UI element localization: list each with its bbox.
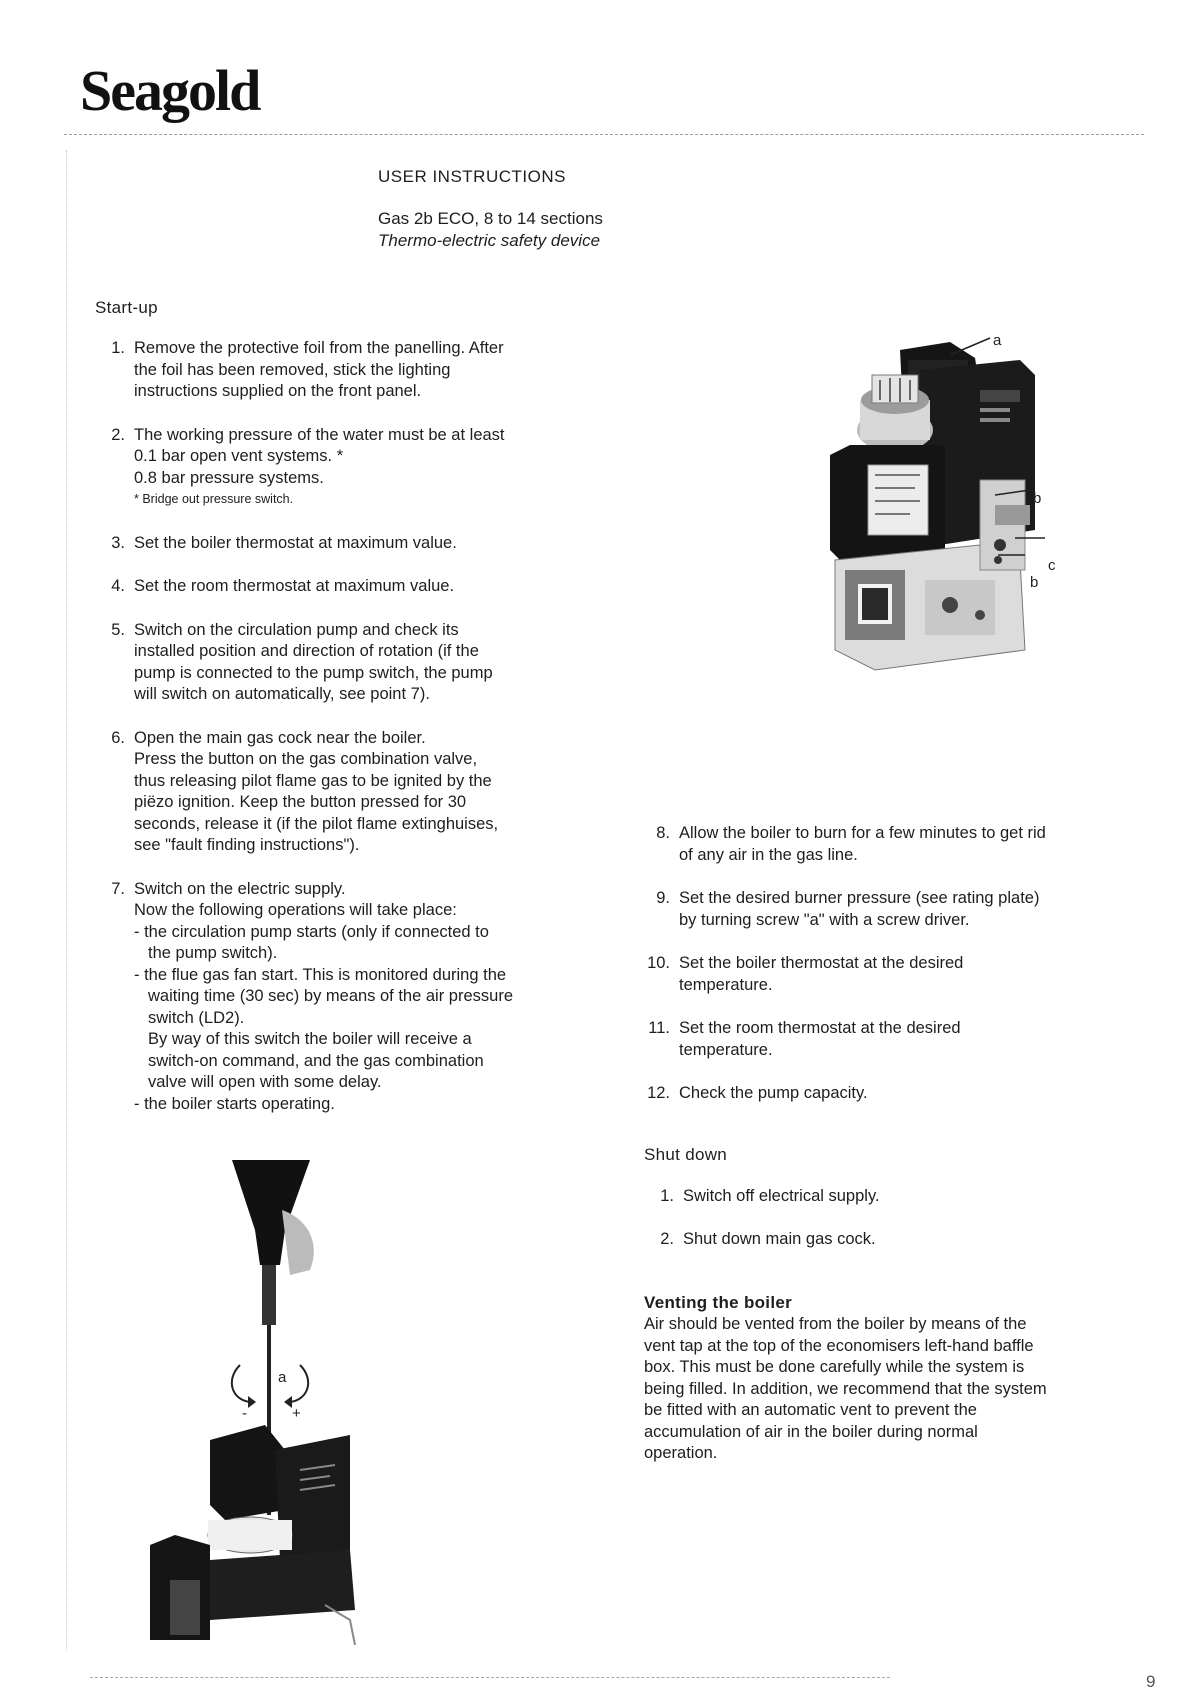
valve-label-b-lower: b <box>1030 574 1039 591</box>
startup-step-item <box>640 1018 1120 1061</box>
startup-step-item-number: 4. <box>111 577 125 595</box>
screwdriver-figure <box>150 1150 440 1650</box>
startup-step-item-number: 5. <box>111 620 125 639</box>
startup-step-item-number: 8. <box>656 824 670 842</box>
venting-paragraph <box>644 1314 1134 1465</box>
document-title: USER INSTRUCTIONS <box>378 167 566 186</box>
startup-step-item-text: Switch on the electric supply. <box>134 879 346 898</box>
startup-step-item-text: Set the room thermostat at the desired <box>679 1019 961 1037</box>
startup-step-item <box>95 338 615 403</box>
startup-step-item <box>95 533 615 555</box>
startup-heading: Start-up <box>95 298 158 317</box>
startup-step-item <box>95 576 615 598</box>
startup-step-item-number: 11. <box>648 1019 670 1037</box>
startup-step-item-text: Set the desired burner pressure (see rating plate) <box>679 889 1040 907</box>
margin-line <box>66 150 67 1650</box>
startup-step-item <box>95 620 615 706</box>
shutdown-step-item <box>644 1186 1104 1208</box>
startup-step-item-number: 10. <box>647 954 670 972</box>
startup-step-item-text: Allow the boiler to burn for a few minutes to get rid <box>679 824 1046 842</box>
startup-step-item-text: Set the boiler thermostat at maximum value. <box>134 533 457 552</box>
startup-step-item-text: Set the room thermostat at maximum value. <box>134 577 455 595</box>
gas-valve-illustration <box>830 342 1035 670</box>
startup-step-item-text: By way of this switch the boiler will receive a <box>148 1030 472 1048</box>
startup-step-item-text: - the circulation pump starts (only if connected to <box>134 922 489 941</box>
valve-label-b: b <box>1033 490 1042 507</box>
startup-step-item-text: Check the pump capacity. <box>679 1084 868 1102</box>
shutdown-step-item-number: 1. <box>660 1187 674 1205</box>
venting-text-line: being filled. In addition, we recommend that the system <box>644 1379 1047 1398</box>
footer-rule <box>90 1677 890 1678</box>
startup-step-item-text: piëzo ignition. Keep the button pressed for 30 <box>134 793 467 811</box>
startup-step-item-footnote: * Bridge out pressure switch. <box>134 492 294 506</box>
venting-text-line: box. This must be done carefully while the system is <box>644 1358 1025 1376</box>
screw-label-a: a <box>278 1369 287 1386</box>
startup-step-item <box>640 888 1120 931</box>
startup-step-item-text: 0.8 bar pressure systems. <box>134 468 324 487</box>
startup-step-item-number: 1. <box>111 339 125 357</box>
startup-step-item-text: - the boiler starts operating. <box>134 1094 335 1113</box>
rotation-label-minus: - <box>242 1405 247 1422</box>
rotation-label-plus: + <box>292 1405 301 1422</box>
startup-step-item <box>640 823 1120 866</box>
shutdown-step-item <box>644 1229 1104 1251</box>
startup-step-item-number: 7. <box>111 879 125 898</box>
startup-step-item-text: pump is connected to the pump switch, the pump <box>134 663 493 682</box>
startup-step-item-text: Now the following operations will take place: <box>134 901 457 919</box>
venting-text-line: operation. <box>644 1444 718 1462</box>
startup-step-item-text: Remove the protective foil from the panelling. After <box>134 339 504 357</box>
startup-step-item-text: see "fault finding instructions"). <box>134 836 360 854</box>
shutdown-step-item-text: Shut down main gas cock. <box>683 1229 876 1248</box>
startup-step-item-text: valve will open with some delay. <box>148 1073 382 1091</box>
venting-text-line: vent tap at the top of the economisers left-hand baffle <box>644 1336 1034 1355</box>
startup-step-item-text: Open the main gas cock near the boiler. <box>134 728 426 747</box>
document-subtitle-italic: Thermo-electric safety device <box>378 231 601 250</box>
startup-step-item-number: 6. <box>111 728 125 747</box>
shutdown-step-item-text: Switch off electrical supply. <box>683 1187 880 1205</box>
shutdown-step-item-number: 2. <box>660 1229 674 1248</box>
startup-step-item-number: 2. <box>111 425 125 444</box>
startup-step-item-text: 0.1 bar open vent systems. * <box>134 447 344 465</box>
shutdown-heading: Shut down <box>644 1145 728 1164</box>
header-rule <box>64 134 1144 135</box>
startup-step-item-text: switch (LD2). <box>148 1008 245 1027</box>
startup-step-item <box>640 953 1120 996</box>
venting-heading: Venting the boiler <box>644 1293 793 1312</box>
venting-text-line: accumulation of air in the boiler during normal <box>644 1422 978 1441</box>
startup-step-item-text: instructions supplied on the front panel. <box>134 382 422 400</box>
startup-step-item-text: The working pressure of the water must be at least <box>134 425 505 444</box>
startup-step-item-text: seconds, release it (if the pilot flame extinghuises, <box>134 814 499 833</box>
startup-step-item-number: 9. <box>656 889 670 907</box>
brand-logo: Seagold <box>80 58 260 123</box>
startup-step-item-number: 3. <box>111 533 125 552</box>
startup-step-item-text: by turning screw "a" with a screw driver. <box>679 910 970 929</box>
startup-step-item-text: thus releasing pilot flame gas to be ignited by the <box>134 771 492 790</box>
startup-step-item-text: Set the boiler thermostat at the desired <box>679 954 964 972</box>
startup-step-item-text: of any air in the gas line. <box>679 845 858 864</box>
startup-step-item-text: the pump switch). <box>148 944 278 962</box>
startup-step-item <box>95 728 615 857</box>
page-number: 9 <box>1146 1672 1156 1691</box>
startup-step-item-text: waiting time (30 sec) by means of the air pressure <box>148 987 513 1005</box>
startup-step-item-text: temperature. <box>679 975 773 994</box>
screwdriver-illustration <box>150 1160 355 1645</box>
startup-step-item-text: switch-on command, and the gas combination <box>148 1051 484 1070</box>
valve-label-c: c <box>1048 557 1056 574</box>
venting-text-line: be fitted with an automatic vent to prevent the <box>644 1401 977 1419</box>
gas-valve-figure <box>830 330 1130 700</box>
startup-step-item <box>95 879 615 1116</box>
startup-step-item-text: the foil has been removed, stick the lighting <box>134 360 451 379</box>
shutdown-steps-list <box>644 1186 1104 1271</box>
startup-step-item-number: 12. <box>647 1084 670 1102</box>
startup-steps-list <box>95 338 615 1137</box>
valve-label-a: a <box>993 332 1002 349</box>
startup-step-item-text: installed position and direction of rotation (if the <box>134 642 479 660</box>
document-subtitle: Gas 2b ECO, 8 to 14 sections <box>378 209 603 228</box>
startup-step-item-text: Press the button on the gas combination valve, <box>134 750 478 768</box>
startup-step-item-text: Switch on the circulation pump and check its <box>134 620 459 639</box>
startup-steps-continued-list <box>640 823 1120 1127</box>
startup-step-item-text: - the flue gas fan start. This is monitored during the <box>134 965 507 984</box>
startup-step-item <box>95 425 615 511</box>
startup-step-item-text: temperature. <box>679 1040 773 1059</box>
venting-text-line: Air should be vented from the boiler by means of the <box>644 1315 1027 1333</box>
startup-step-item <box>640 1083 1120 1105</box>
startup-step-item-text: will switch on automatically, see point 7). <box>134 685 430 703</box>
